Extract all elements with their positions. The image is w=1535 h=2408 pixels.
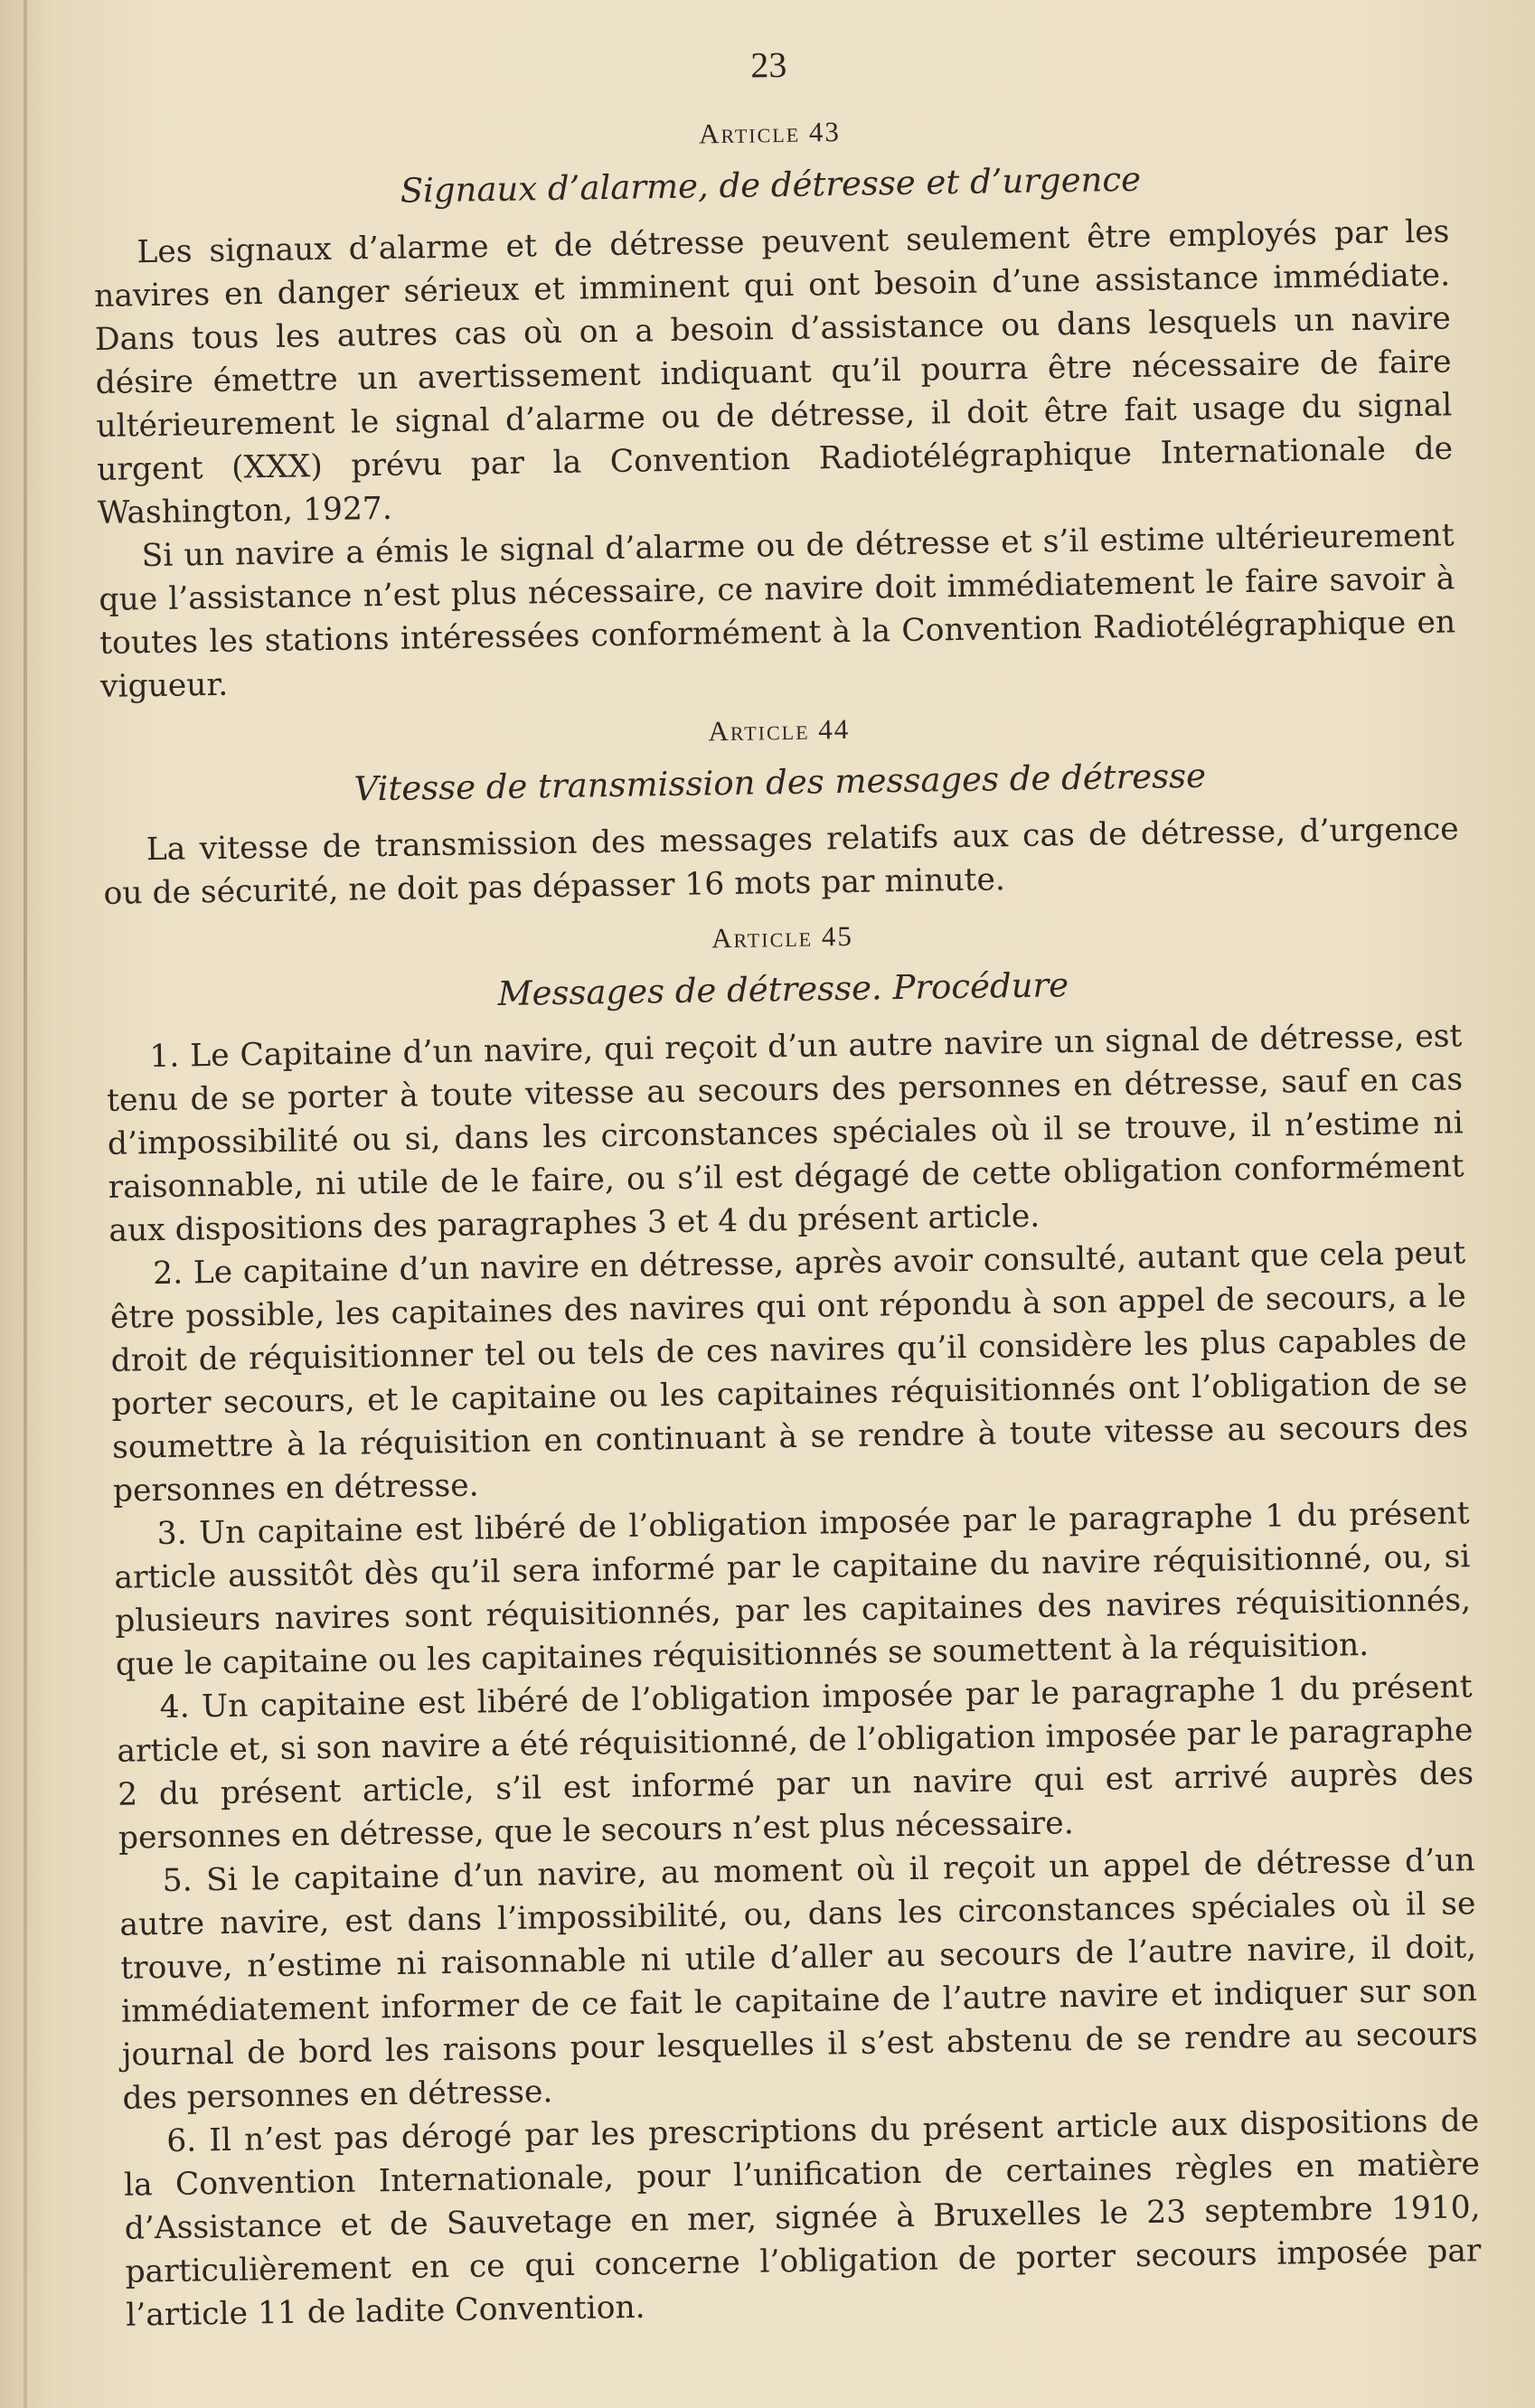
article-heading: Article 45 [711,919,854,955]
paragraph: Les signaux d’alarme et de détresse peuvent seulement être employés par les navires en danger sérieux et imminent qui ont besoin d’une assistance immédiate. Dans tous les autres cas où on a besoin d’assistance ou dans lesquels un navire désire émettre un avertissement indiquant qu’il pourra être nécessaire de faire ultérieurement le signal d’alarme ou de détresse, il doit être fait usage du signal urgent (XXX) prévu par la Convention Radiotélégraphique Internationale de Washington, 1927. [93,213,1454,531]
article-heading: Article 44 [708,712,851,748]
article-44 [101,703,1460,916]
paragraph: 1. Le Capitaine d’un navire, qui reçoit d’un autre navire un signal de détresse, est tenu de se porter à toute vitesse au secours des personnes en détresse, sauf en cas d’impossibilité ou si, dans les circonstances spéciales où il se trouve, il n’estime ni raisonnable, ni utile de le faire, ou s’il est dégagé de cette obligation conformément aux dispositions des paragraphes 3 et 4 du présent article. [106,1018,1464,1249]
article-subtitle: Signaux d’alarme, de détresse et d’urgence [400,159,1142,211]
paragraph: La vitesse de transmission des messages relatifs aux cas de détresse, d’urgence ou de sécurité, ne doit pas dépasser 16 mots par minute. [103,811,1459,912]
paragraph: 2. Le capitaine d’un navire en détresse, après avoir consulté, autant que cela peut être possible, les capitaines des navires qui ont répondu à son appel de secours, a le droit de réquisitionner tel ou tels de ces navires qu’il considère les plus capables de porter secours, et le capitaine ou les capitaines réquisitionnés ont l’obligation de se soumettre à la réquisition en continuant à se rendre à toute vitesse au secours des personnes en détresse. [109,1235,1469,1510]
paragraph: 6. Il n’est pas dérogé par les prescriptions du présent article aux dispositions de la Convention Internationale, pour l’unification de certaines règles en matière d’Assistance et de Sauvetage en mer, signée à Bruxelles le 23 septembre 1910, particulièrement en ce qui concerne l’obligation de porter secours imposée par l’article 11 de ladite Convention. [123,2102,1482,2334]
paragraph: 3. Un capitaine est libéré de l’obligation imposée par le paragraphe 1 du présent article aussitôt dès qu’il sera informé par le capitaine du navire réquisitionné, ou, si plusieurs navires sont réquisitionnés, par les capitaines des navires réquisitionnés, que le capitaine ou les capitaines réquisitionnés se soumettent à la réquisition. [114,1495,1472,1683]
paragraph: 5. Si le capitaine d’un navire, au moment où il reçoit un appel de détresse d’un autre navire, est dans l’impossibilité, ou, dans les circonstances spéciales où il se trouve, n’estime ni raisonnable ni utile d’aller au secours de l’autre navire, il doit, immédiatement informer de ce fait le capitaine de l’autre navire et indiquer sur son journal de bord les raisons pour lesquelles il s’est abstenu de se rendre au secours des personnes en détresse. [119,1842,1478,2117]
paragraph: Si un navire a émis le signal d’alarme ou de détresse et s’il estime ultérieurement que l’assistance n’est plus nécessaire, ce navire doit immédiatement le faire savoir à toutes les stations intéressées conformément à la Convention Radiotélégraphique en vigueur. [99,517,1456,705]
article-subtitle: Messages de détresse. Procédure [497,965,1069,1014]
article-heading: Article 43 [698,115,842,150]
page-number: 23 [749,43,787,86]
article-43 [91,106,1456,708]
paragraph: 4. Un capitaine est libéré de l’obligation imposée par le paragraphe 1 du présent article et, si son navire a été réquisitionné, de l’obligation imposée par le paragraphe 2 du présent article, s’il est informé par un navire qui est arrivé auprès des personnes en détresse, que le secours n’est plus nécessaire. [117,1669,1474,1857]
article-45 [104,910,1482,2337]
page-content [90,33,1483,2353]
book-spine-edge [24,0,27,2408]
article-subtitle: Vitesse de transmission des messages de détresse [353,756,1207,809]
